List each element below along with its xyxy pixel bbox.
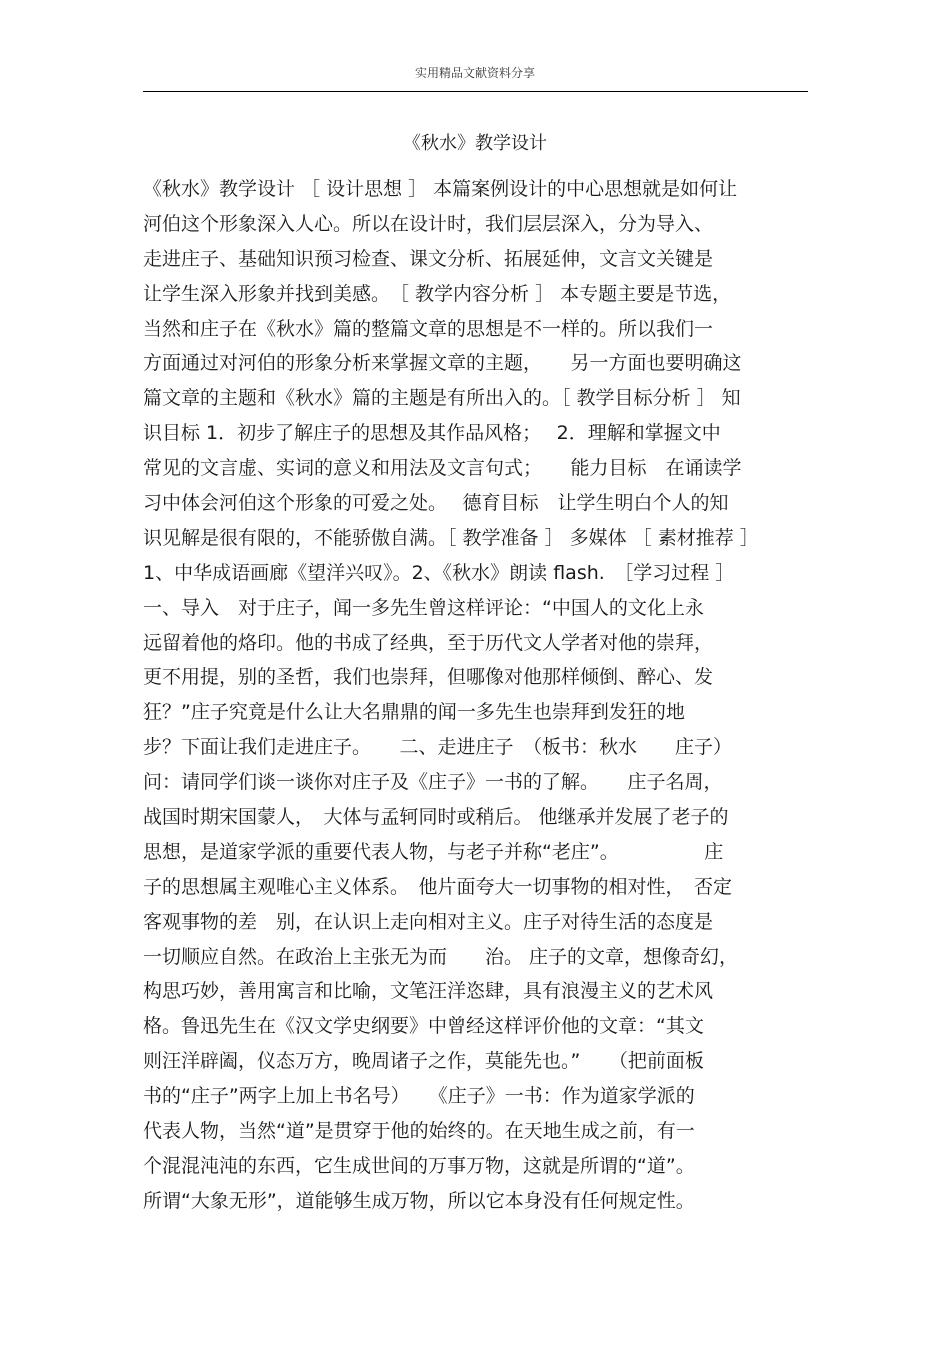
body-line: 一、导入 对于庄子，闻一多先生曾这样评论：“中国人的文化上永	[143, 596, 704, 619]
body-line: 篇文章的主题和《秋水》篇的主题是有所出入的。［ 教学目标分析 ］ 知	[143, 387, 741, 410]
body-line: 当然和庄子在《秋水》篇的整篇文章的思想是不一样的。所以我们一	[143, 317, 714, 340]
body-line: 常见的文言虚、实词的意义和用法及文言句式； 能力目标 在诵读学	[143, 457, 742, 480]
document-body	[143, 172, 813, 1219]
body-line: 问：请同学们谈一谈你对庄子及《庄子》一书的了解。 庄子名周，	[143, 771, 723, 794]
body-line: 河伯这个形象深入人心。所以在设计时，我们层层深入，分为导入、	[143, 212, 714, 235]
body-line: 构思巧妙，善用寓言和比喻，文笔汪洋恣肆，具有浪漫主义的艺术风	[143, 980, 714, 1003]
body-line: 远留着他的烙印。他的书成了经典，至于历代文人学者对他的崇拜，	[143, 631, 714, 654]
body-line: 子的思想属主观唯心主义体系。 他片面夸大一切事物的相对性， 否定	[143, 875, 733, 898]
body-line: 客观事物的差 别，在认识上走向相对主义。庄子对待生活的态度是	[143, 910, 714, 933]
body-line: 所谓“大象无形”，道能够生成万物，所以它本身没有任何规定性。	[143, 1189, 695, 1212]
body-line: 个混混沌沌的东西，它生成世间的万事万物，这就是所谓的“道”。	[143, 1154, 695, 1177]
body-line: 识见解是很有限的，不能骄傲自满。［ 教学准备 ］ 多媒体 ［ 素材推荐 ］	[143, 526, 759, 549]
body-line: 步？下面让我们走进庄子。 二、走进庄子 （板书：秋水 庄子）	[143, 736, 733, 759]
body-line: 狂？”庄子究竟是什么让大名鼎鼎的闻一多先生也崇拜到发狂的地	[143, 701, 685, 724]
body-line: 格。鲁迅先生在《汉文学史纲要》中曾经这样评价他的文章：“其文	[143, 1015, 704, 1038]
body-line: 代表人物，当然“道”是贯穿于他的始终的。在天地生成之前，有一	[143, 1120, 695, 1143]
body-line: 让学生深入形象并找到美感。 ［ 教学内容分析 ］ 本专题主要是节选，	[143, 282, 732, 305]
body-line: 一切顺应自然。在政治上主张无为而 治。 庄子的文章，想像奇幻，	[143, 945, 739, 968]
document-title: 《秋水》教学设计	[403, 133, 547, 154]
body-line: 思想，是道家学派的重要代表人物，与老子并称“老庄”。 庄	[143, 840, 724, 863]
body-line: 方面通过对河伯的形象分析来掌握文章的主题， 另一方面也要明确这	[143, 352, 742, 375]
header-rule	[143, 91, 808, 92]
body-line: 1、中华成语画廊《望洋兴叹》。2、《秋水》朗读 flash. ［学习过程 ］	[143, 561, 735, 584]
body-line: 则汪洋辟阖，仪态万方，晚周诸子之作，莫能先也。” （把前面板	[143, 1050, 704, 1073]
body-line: 更不用提，别的圣哲，我们也崇拜，但哪像对他那样倾倒、醉心、发	[143, 666, 714, 689]
body-line: 走进庄子、基础知识预习检查、课文分析、拓展延伸，文言文关键是	[143, 247, 714, 270]
body-line: 书的“庄子”两字上加上书名号） 《庄子》一书：作为道家学派的	[143, 1085, 695, 1108]
body-line: 习中体会河伯这个形象的可爱之处。 德育目标 让学生明白个人的知	[143, 492, 729, 515]
body-line: 《秋水》教学设计 ［ 设计思想 ］ 本篇案例设计的中心思想就是如何让	[143, 178, 738, 200]
body-line: 识目标 1．初步了解庄子的思想及其作品风格； 2．理解和掌握文中	[143, 422, 721, 445]
page-header: 实用精品文献资料分享	[414, 66, 535, 80]
body-line: 战国时期宋国蒙人， 大体与孟轲同时或稍后。 他继承并发展了老子的	[143, 806, 729, 829]
